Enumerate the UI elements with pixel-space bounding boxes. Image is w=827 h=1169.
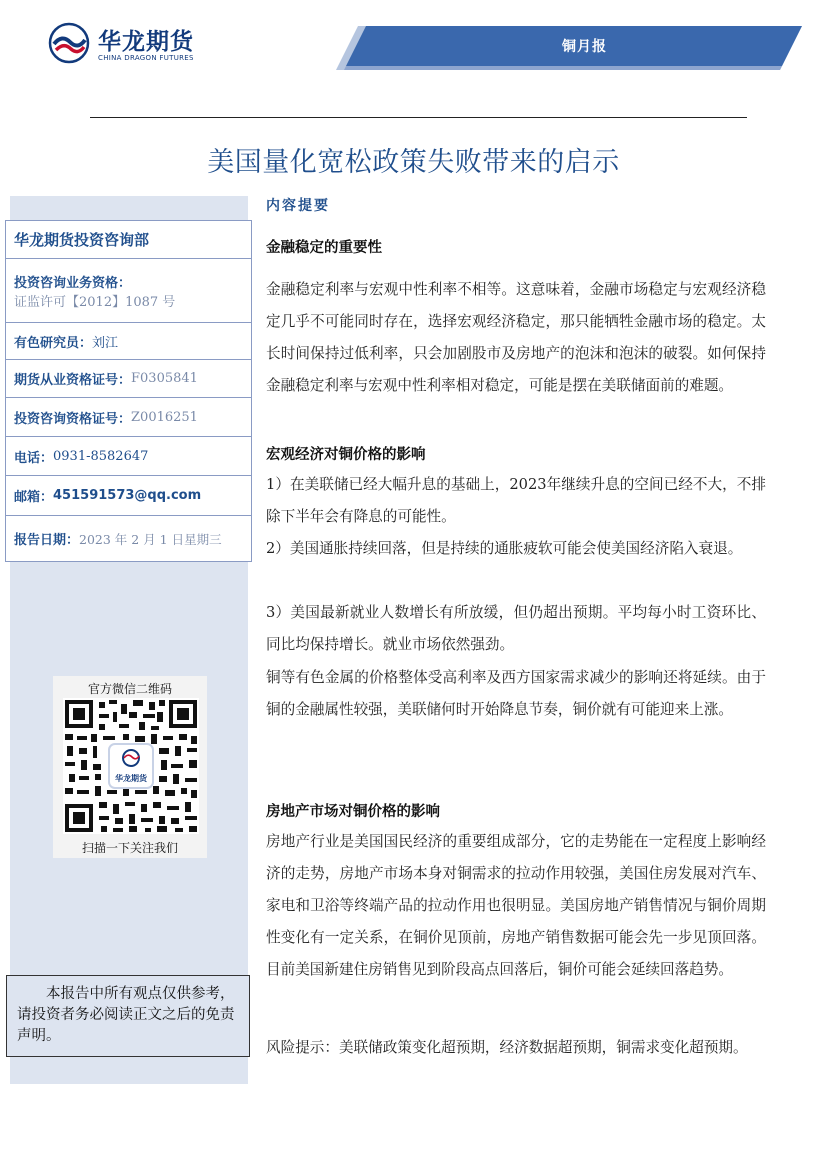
dragon-logo-icon [48,22,90,64]
section-real-estate-heading: 房地产市场对铜价格的影响 [266,804,440,820]
researcher-label: 有色研究员： [14,335,93,351]
consult-cert-value: Z0016251 [131,409,198,425]
section-macro-heading: 宏观经济对铜价格的影响 [266,447,426,463]
phone-value: 0931-8582647 [53,448,149,464]
summary-heading: 内容提要 [266,198,330,214]
logo-chinese-name: 华龙期货 [98,29,194,55]
consult-cert-row [6,398,251,437]
email-row [6,476,251,516]
researcher-row [6,323,251,360]
date-label: 报告日期： [14,533,80,548]
report-type-label: 铜月报 [562,39,607,55]
qr-subtitle: 扫描一下关注我们 [81,841,178,855]
phone-label: 电话： [14,450,54,466]
logo-english-name: CHINA DRAGON FUTURES [98,54,194,62]
macro-point-2: 2）美国通胀持续回落，但是持续的通胀疲软可能会使美国经济陷入衰退。 [266,540,743,557]
qr-code-icon[interactable] [63,698,199,834]
section-financial-stability-text: 金融稳定利率与宏观中性利率不相等。这意味着，金融市场稳定与宏观经济稳定几乎不可能同时存在，选择宏观经济稳定，那只能牺牲金融市场的稳定。太长时间保持过低利率，只会加剧股市及房地产的泡沫和泡沫的破裂。如何保持金融稳定利率与宏观中性利率相对稳定，可能是摆在美联储面前的难题。 [266,281,766,394]
macro-conclusion: 铜等有色金属的价格整体受高利率及西方国家需求减少的影响还将延续。由于铜的金融属性较强，美联储何时开始降息节奏，铜价就有可能迎来上涨。 [266,669,766,718]
department-row [6,221,251,259]
header-divider [90,117,747,118]
qr-center-label: 华龙期货 [115,774,147,783]
futures-cert-label: 期货从业资格证号： [14,373,132,388]
date-value: 2023 年 2 月 1 日星期三 [79,531,222,547]
section-financial-stability-heading: 金融稳定的重要性 [266,240,382,256]
consult-cert-label: 投资咨询资格证号： [14,411,132,427]
email-value[interactable]: 451591573@qq.com [53,488,202,503]
qualification-row [6,259,251,323]
qualification-label: 投资咨询业务资格： [14,275,132,291]
date-row [6,516,251,561]
disclaimer-box: 本报告中所有观点仅供参考，请投资者务必阅读正文之后的免责声明。 [6,975,250,1057]
company-logo [48,22,208,66]
futures-cert-value: F0305841 [131,371,198,386]
risk-warning: 风险提示：美联储政策变化超预期，经济数据超预期，铜需求变化超预期。 [266,1039,748,1056]
department-name: 华龙期货投资咨询部 [14,231,150,249]
macro-point-1: 1）在美联储已经大幅升息的基础上，2023年继续升息的空间已经不大，不排除下半年会有降息的可能性。 [266,476,766,525]
contact-info-table [5,220,252,562]
qr-title: 官方微信二维码 [87,682,172,696]
email-label: 邮箱： [14,490,54,505]
wechat-qr-panel [53,676,207,858]
qualification-value: 证监许可【2012】1087 号 [14,294,176,310]
page-title: 美国量化宽松政策失败带来的启示 [207,147,620,178]
researcher-value: 刘江 [92,335,119,351]
phone-row [6,437,251,476]
macro-point-3: 3）美国最新就业人数增长有所放缓，但仍超出预期。平均每小时工资环比、同比均保持增长。就业市场依然强劲。 [266,604,766,653]
section-real-estate-text: 房地产行业是美国国民经济的重要组成部分，它的走势能在一定程度上影响经济的走势，房地产市场本身对铜需求的拉动作用较强，美国住房发展对汽车、家电和卫浴等终端产品的拉动作用也很明显。美国房地产销售情况与铜价周期性变化有一定关系，在铜价见顶前，房地产销售数据可能会先一步见顶回落。目前美国新建住房销售见到阶段高点回落后，铜价可能会延续回落趋势。 [266,833,766,978]
futures-cert-row [6,360,251,398]
